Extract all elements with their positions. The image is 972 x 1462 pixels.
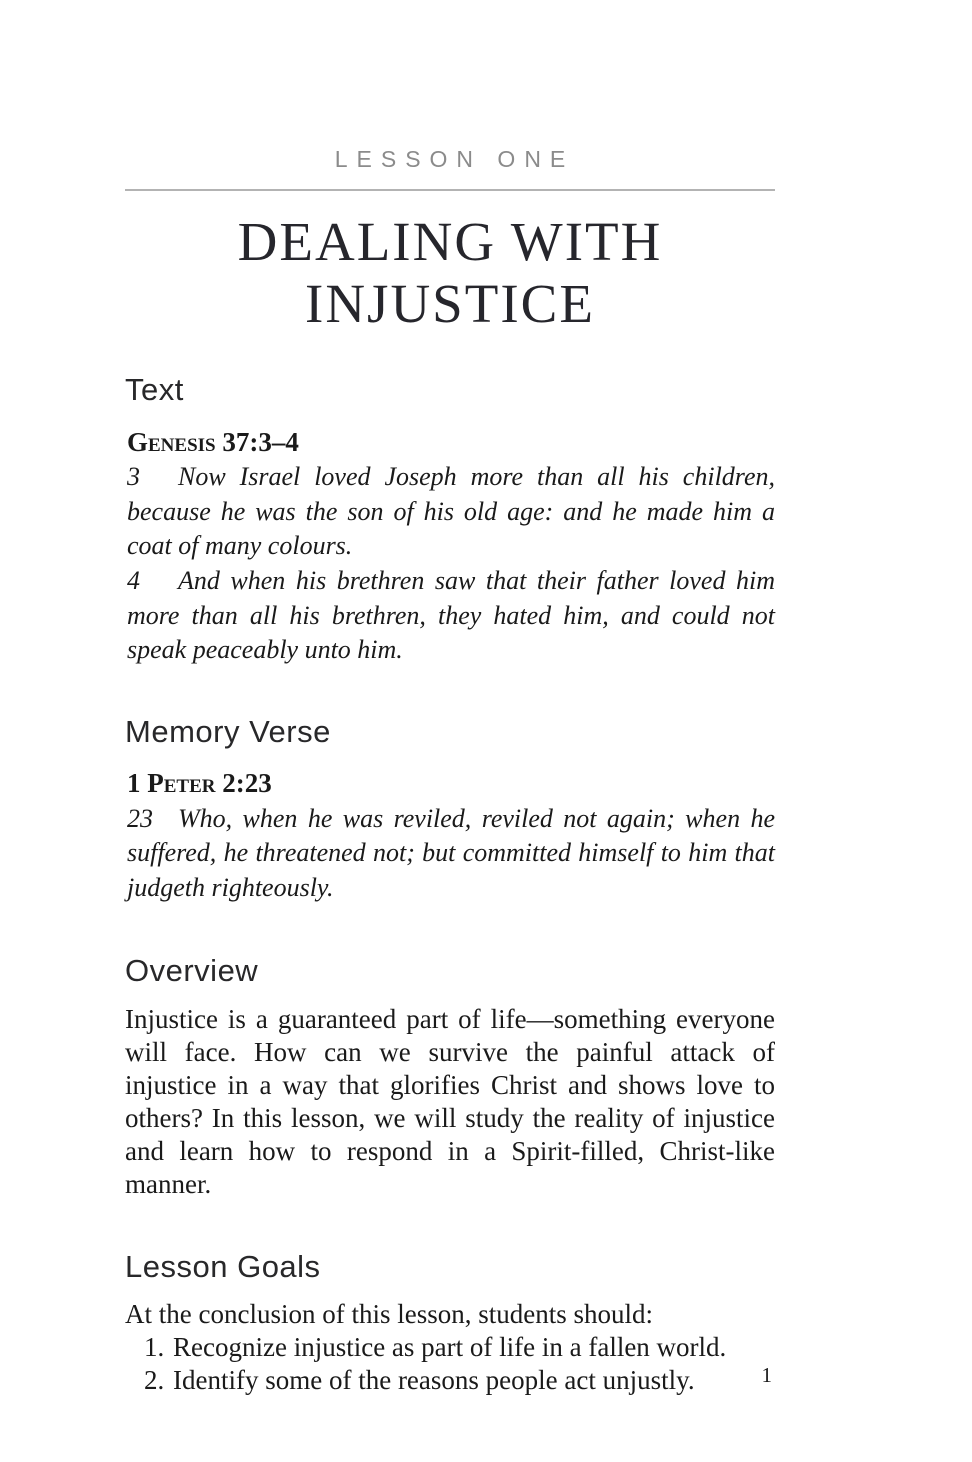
verse-number: 4 [127,565,140,595]
lesson-goal-1: 1. Recognize injustice as part of life in a fallen world. [171,1331,775,1364]
lesson-number-label: LESSON ONE [334,146,575,172]
verse-text: And when his brethren saw that their father loved him more than all his brethren, they hated him, and could not speak peaceably unto him. [127,565,775,665]
section-heading-memory-verse: Memory Verse [125,713,331,749]
overview-paragraph: Injustice is a guaranteed part of life—something everyone will face. How can we survive the painful attack of injustice in a way that glorifies Christ and shows love to others? In this lesson, we will study the reality of injustice and learn how to respond in a Spirit-filled, Christ-like manner. [125,1004,775,1199]
section-lesson-goals [125,1249,775,1397]
verse-genesis-37-3 [127,460,775,564]
section-memory-verse [125,714,775,906]
verse-1-peter-2-23 [127,802,775,906]
verse-text: Now Israel loved Joseph more than all his children, because he was the son of his old age: and he made him a coat of many colours. [127,462,775,561]
verse-number: 23 [127,803,153,833]
section-text [125,372,775,668]
section-overview [125,953,775,1200]
header-divider [125,189,775,191]
page-title [125,211,775,334]
verse-genesis-37-4 [127,564,775,668]
lesson-goal-2: 2. Identify some of the reasons people act unjustly. [171,1364,775,1397]
page-title-line-1: DEALING WITH [237,211,663,272]
scripture-reference-genesis: Genesis 37:3–4 [127,426,299,457]
verse-text: Who, when he was reviled, reviled not again; when he suffered, he threatened not; but committed himself to him that judgeth righteously. [127,803,775,902]
section-heading-lesson-goals: Lesson Goals [125,1248,321,1284]
lesson-goals-intro: At the conclusion of this lesson, students should: [125,1299,653,1330]
section-heading-overview: Overview [125,953,259,989]
lesson-goals-list [125,1331,775,1397]
section-heading-text: Text [125,372,184,408]
verse-number: 3 [127,462,140,492]
page-title-line-2: INJUSTICE [305,272,595,334]
scripture-reference-1-peter: 1 Peter 2:23 [127,768,272,799]
page-number: 1 [761,1363,772,1387]
